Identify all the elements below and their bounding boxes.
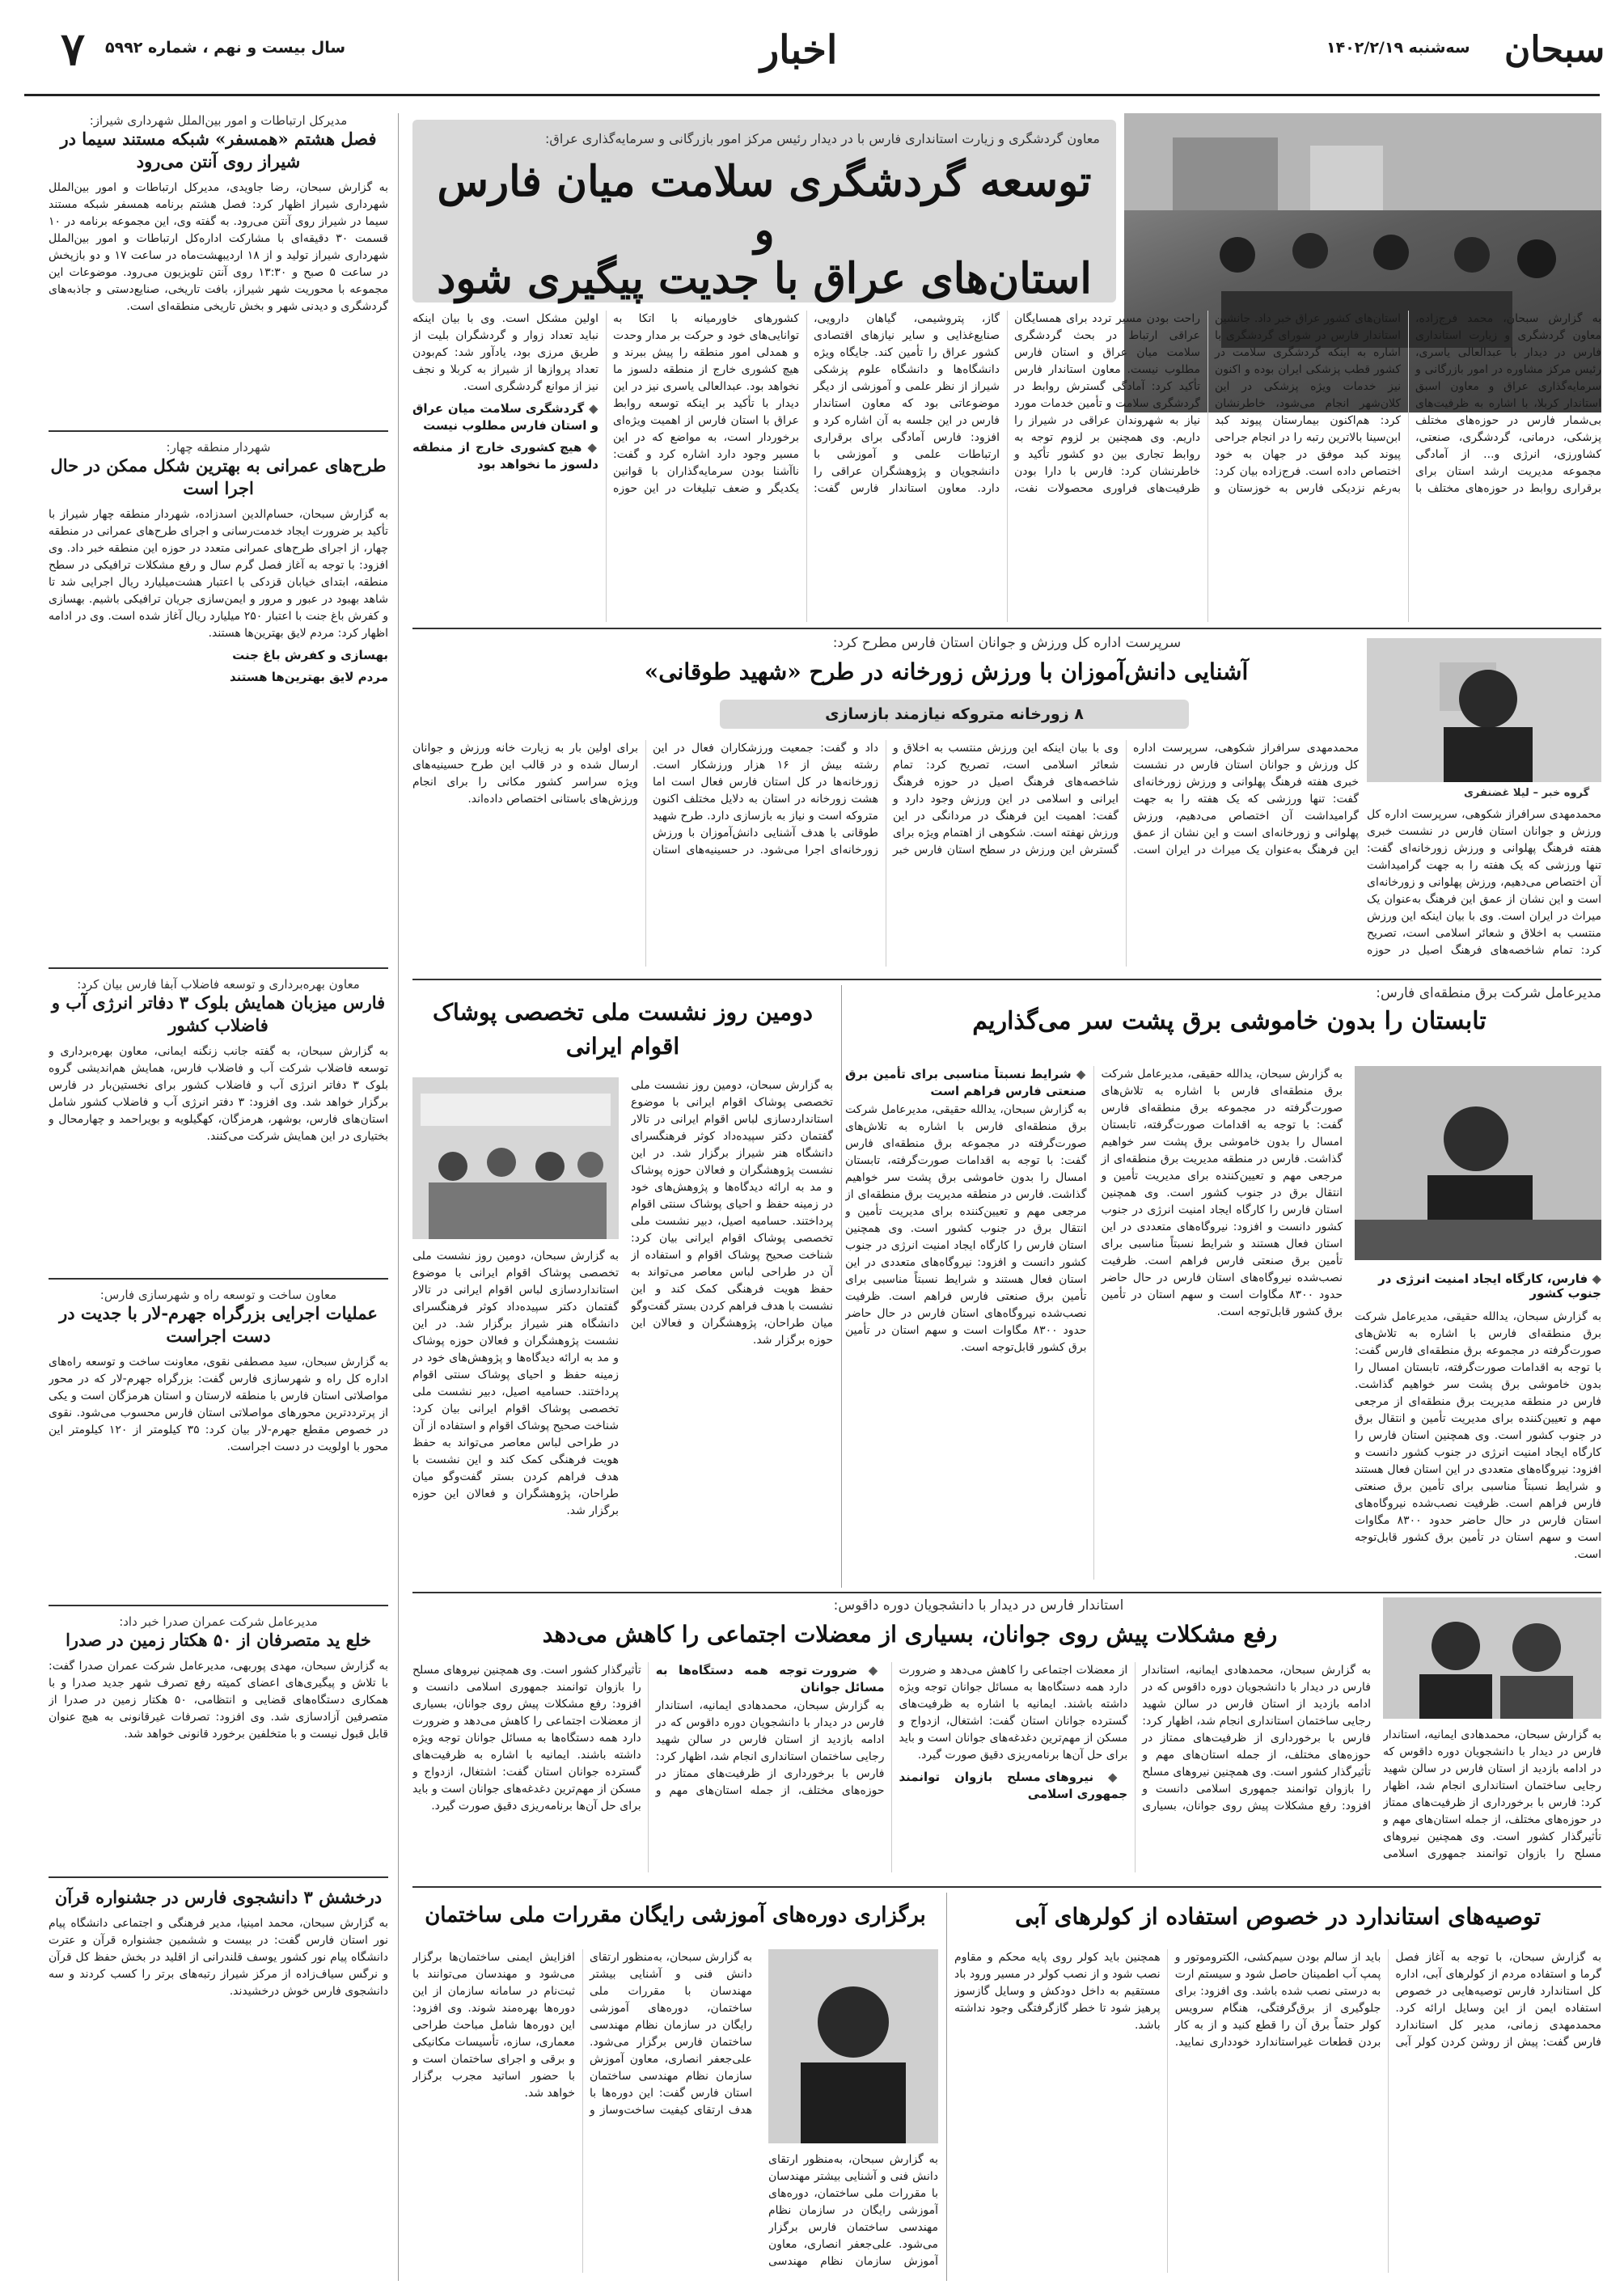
article-body (49, 506, 388, 959)
lead-subhead-text: هیچ کشوری خارج از منطقه دلسوز ما نخواهد بود (412, 440, 598, 472)
sidebar-article-civil (49, 440, 388, 959)
article-title: طرح‌های عمرانی به بهترین شکل ممکن در حال اجرا است (50, 455, 387, 498)
article-body: به گزارش سبحان، با توجه به آغاز فصل گرما و استفاده مردم از کولرهای آبی، اداره کل استاندارد فارس توصیه‌هایی در خصوص استفاده ایمن از این وسایل ارائه کرد. محمدمهدی زمانی، مدیر کل استاندارد فارس گفت: پیش از روشن کردن کولر آبی باید از سالم بودن سیم‌کشی، الکتروموتور و پمپ آب اطمینان حاصل شود و سیستم ارت به درستی نصب شده باشد. وی افزود: برای جلوگیری از برق‌گرفتگی، هنگام سرویس کولر حتماً برق آن را قطع کنید و از به کار بردن قطعات غیراستاندارد خودداری نمایید. همچنین باید کولر روی پایه محکم و مقاوم نصب شود و از نصب کولر در مسیر ورود باد مستقیم به داخل دودکش و وسایل گازسوز پرهیز شود تا خطر گازگرفتگی وجود نداشته باشد. (954, 1951, 1601, 2049)
article-kicker: سرپرست اداره کل ورزش و جوانان استان فارس مطرح کرد: (832, 635, 1182, 651)
lead-headline-box (412, 120, 1116, 302)
article-title: خلع ید متصرفان از ۵۰ هکتار زمین در صدرا (66, 1630, 371, 1650)
section-title: اخبار (760, 27, 838, 73)
article-subhead (1355, 1271, 1601, 1301)
article-paragraph: به گزارش سبحان، حسام‌الدین اسدزاده، شهردار منطقه چهار شیراز با تأکید بر ضرورت ایجاد خدمت‌رسانی و اجرای طرح‌های عمرانی در منطقه چهار، از اجرای طرح‌های عمرانی متعدد در حوزه این منطقه خبر داد. وی افزود: با توجه به آغاز فصل گرم سال و رفع مشکلات ترافیکی در سطح منطقه، ابتدای خیابان قزدکی با اعتبار هشت‌میلیارد ریال اجرایی شد تا شاهد بهبود در عبور و مرور و ایمن‌سازی جریان ترافیکی باشیم. بهسازی و کفرش باغ جنت با اعتبار ۲۵۰ میلیارد ریال آغاز شده است. وی در ادامه اظهار کرد: مردم لایق بهترین‌ها هستند. (49, 508, 388, 640)
article-body: به گزارش سبحان، محمد امینیا، مدیر فرهنگی و اجتماعی دانشگاه پیام نور استان فارس گفت: در بیست و ششمین جشنواره قرآن و عترت دانشگاه پیام نور کشور یوسف قلندرانی از اقلید در بخش حفظ کل قرآن و نرگس سیاف‌زاده از مرکز شیراز رتبه‌های برتر را کسب کردند و سه دانشجوی فارس خوش درخشیدند. (49, 1917, 388, 1998)
diamond-icon: ◆ (1588, 1271, 1601, 1286)
article-body (412, 1662, 1371, 1872)
divider (412, 1592, 1601, 1593)
speaker-photo (1367, 638, 1601, 782)
zurkhaneh-article (412, 635, 1601, 975)
header-date: سه‌شنبه ۱۴۰۲/۲/۱۹ (1326, 39, 1470, 57)
article-title: رفع مشکلات پیش روی جوانان، بسیاری از معضلات اجتماعی را کاهش می‌دهد (542, 1621, 1278, 1648)
divider (946, 1893, 947, 2281)
diamond-icon: ◆ (584, 401, 598, 416)
diamond-icon: ◆ (582, 440, 598, 455)
diamond-icon: ◆ (1093, 1770, 1128, 1784)
sidebar-article-water (49, 977, 388, 1270)
article-kicker: مدیرکل ارتباطات و امور بین‌الملل شهرداری شیراز: (89, 113, 348, 128)
sidebar-article-tv (49, 113, 388, 422)
article-paragraph: به گزارش سبحان، به‌منظور ارتقای دانش فنی و آشنایی بیشتر مهندسان با مقررات ملی ساختمان، دوره‌های آموزشی رایگان در سازمان نظام مهندسی ساختمان فارس برگزار می‌شود. علی‌جعفر انصاری، معاون آموزش سازمان نظام مهندسی (768, 2153, 938, 2268)
article-paragraph: به گزارش سبحان، دومین روز نشست ملی تخصصی پوشاک اقوام ایرانی با موضوع استانداردسازی لباس اقوام ایرانی در تالار گفتمان دکتر سپیده‌داد کوثر فرهنگسرای دانشگاه هنر شیراز برگزار شد. در این نشست پژوهشگران و فعالان حوزه پوشاک و مد به ارائه دیدگاه‌ها و پژوهش‌های خود در زمینه حفظ و احیای پوشاک سنتی اقوام پرداختند. حسامیه اصیل، دبیر نشست ملی تخصصی پوشاک اقوام ایرانی بیان کرد: شناخت صحیح پوشاک اقوام و استفاده از آن در طراحی لباس معاصر می‌تواند به حفظ هویت فرهنگی کمک کند و این نشست با هدف فراهم کردن بستر گفت‌وگو میان طراحان، پژوهشگران و فعالان این حوزه برگزار شد. (412, 1250, 619, 1517)
article-paragraph: به گزارش سبحان، محمدهادی ایمانیه، استاندار فارس در دیدار با دانشجویان دوره داقوس که در ادامه بازدید از استان فارس در سالن شهید رجایی ساختمان استانداری انجام شد، اظهار کرد: فارس با برخورداری از ظرفیت‌های ممتاز در حوزه‌های مختلف، از جمله استان‌های مهم و تأثیرگذار کشور است. وی همچنین نیروهای مسلح را بازوان توانمند جمهوری اسلامی (1383, 1728, 1601, 1860)
article-paragraph: به گزارش سبحان، یدالله حقیقی، مدیرعامل شرکت برق منطقه‌ای فارس با اشاره به تلاش‌های صورت‌گرفته در مجموعه برق منطقه‌ای فارس گفت: با توجه به اقدامات صورت‌گرفته، تابستان امسال را بدون خاموشی برق پشت سر خواهیم گذاشت. فارس در منطقه مدیریت برق منطقه‌ای از مرجعی مهم و تعیین‌کننده برای مدیریت تأمین و انتقال برق در جنوب کشور است. وی همچنین استان فارس را کارگاه ایجاد امنیت انرژی در جنوب کشور دانست و افزود: نیروگاه‌های متعددی در این استان فعال هستند و شرایط نسبتاً مناسبی برای تأمین برق صنعتی فارس فراهم است. ظرفیت نصب‌شده نیروگاه‌های استان فارس در حال حاضر حدود ۸۳۰۰ مگاوات است و سهم استان در تأمین برق کشور قابل‌توجه است. (1101, 1068, 1343, 1318)
diamond-icon: ◆ (857, 1663, 885, 1677)
subhead-text: شرایط نسبتاً مناسبی برای تأمین برق صنعتی فارس فراهم است (845, 1067, 1087, 1098)
article-subhead (656, 1662, 885, 1696)
article-body: به گزارش سبحان، به‌منظور ارتقای دانش فنی و آشنایی بیشتر مهندسان با مقررات ملی ساختمان، دوره‌های آموزشی رایگان در سازمان نظام مهندسی ساختمان فارس برگزار می‌شود. علی‌جعفر انصاری، معاون آموزش سازمان نظام مهندسی ساختمان استان فارس گفت: این دوره‌ها با هدف ارتقای کیفیت ساخت‌وساز و افزایش ایمنی ساختمان‌ها برگزار می‌شود و مهندسان می‌توانند با ثبت‌نام در سامانه سازمان از این دوره‌ها بهره‌مند شوند. وی افزود: این دوره‌ها شامل مباحث طراحی معماری، سازه، تأسیسات مکانیکی و برقی و اجرای ساختمان است و با حضور اساتید مجرب برگزار خواهد شد. (412, 1951, 752, 2117)
youth-article (412, 1597, 1601, 1881)
article-body-right (768, 2151, 938, 2273)
lead-title-line1: توسعه گردشگری سلامت میان فارس و (437, 157, 1092, 255)
brand-logo: سبحان (1504, 29, 1605, 70)
article-subhead: بهسازی و کفرش باغ جنت (232, 648, 388, 662)
article-subhead (899, 1769, 1128, 1803)
subhead-text: نیروهای مسلح بازوان توانمند جمهوری اسلامی (899, 1770, 1128, 1801)
article-title: توصیه‌های استاندارد در خصوص استفاده از کولرهای آبی (1014, 1903, 1542, 1930)
youth-photo (1383, 1597, 1601, 1719)
divider (412, 979, 1601, 980)
speaker-photo-graphic (1367, 638, 1601, 782)
article-title: برگزاری دوره‌های آموزشی رایگان مقررات ملی ساختمان (425, 1903, 926, 1927)
sidebar-article-highway (49, 1288, 388, 1597)
divider (412, 1886, 1601, 1888)
article-paragraph: به گزارش سبحان، یدالله حقیقی، مدیرعامل شرکت برق منطقه‌ای فارس با اشاره به تلاش‌های صورت‌گرفته در مجموعه برق منطقه‌ای فارس گفت: با توجه به اقدامات صورت‌گرفته، تابستان امسال را بدون خاموشی برق پشت سر خواهیم گذاشت. فارس در منطقه مدیریت برق منطقه‌ای از مرجعی مهم و تعیین‌کننده برای مدیریت تأمین و انتقال برق در جنوب کشور است. وی همچنین استان فارس را کارگاه ایجاد امنیت انرژی در جنوب کشور دانست و افزود: نیروگاه‌های متعددی در این استان فعال هستند و شرایط نسبتاً مناسبی برای تأمین برق صنعتی فارس فراهم است. ظرفیت نصب‌شده نیروگاه‌های استان فارس در حال حاضر حدود ۸۳۰۰ مگاوات است و سهم استان در تأمین برق کشور قابل‌توجه است. (845, 1103, 1087, 1354)
article-kicker: استاندار فارس در دیدار با دانشجویان دوره داقوس: (833, 1597, 1124, 1614)
article-paragraph: به گزارش سبحان، محمدهادی ایمانیه، استاندار فارس در دیدار با دانشجویان دوره داقوس که در ادامه بازدید از استان فارس در سالن شهید رجایی ساختمان استانداری انجام شد، اظهار کرد: فارس با برخورداری از ظرفیت‌های ممتاز در حوزه‌های مختلف، از جمله استان‌های مهم و تأثیرگذار کشور است. وی همچنین نیروهای مسلح را بازوان توانمند جمهوری اسلامی دانست و افزود: رفع مشکلات پیش روی جوانان، بسیاری از معضلات اجتماعی را کاهش می‌دهد و ضرورت دارد همه دستگاه‌ها به مسائل جوانان توجه ویژه داشته باشند. ایمانیه با اشاره به ظرفیت‌های گسترده جوانان استان گفت: اشتغال، ازدواج و مسکن از مهم‌ترین دغدغه‌های جوانان است و باید برای حل آن‌ها برنامه‌ریزی دقیق صورت گیرد. (899, 1664, 1371, 1813)
sidebar (49, 113, 388, 2281)
lead-body (412, 311, 1601, 622)
article-paragraph: محمدمهدی سرافراز شکوهی، سرپرست اداره کل ورزش و جوانان استان فارس در نشست خبری هفته فرهنگ پهلوانی و ورزش زورخانه‌ای گفت: تنها ورزشی که یک هفته را به جهت گرامیداشت آن اختصاص می‌دهیم، ورزش پهلوانی و زورخانه‌ای است و این نشان از عمق این فرهنگ به‌عنوان یک میراث در ایران است. وی با بیان اینکه این ورزش منتسب به اخلاق و شعائر اسلامی است، تصریح کرد: تمام شاخصه‌های فرهنگ اصیل در حوزه (1367, 808, 1601, 957)
article-title: فصل هشتم «همسفر» شبکه مستند سیما در شیراز روی آنتن می‌رود (60, 129, 377, 171)
clothing-photo (412, 1077, 619, 1239)
divider (412, 628, 1601, 629)
article-body: به گزارش سبحان، سید مصطفی نقوی، معاونت ساخت و توسعه راه‌های اداره کل راه و شهرسازی فارس گفت: بزرگراه جهرم-لار که در محور مواصلاتی استان فارس با منطقه لارستان و استان هرمزگان است و یکی از پرتردد‌ترین محورهای مواصلاتی استان فارس محسوب می‌شود. نقوی در خصوص مقطع جهرم-لار بیان کرد: ۳۵ کیلومتر از ۱۲۰ کیلومتر این محور با اولویت در دست اجراست. (49, 1356, 388, 1453)
clothing-photo-graphic (412, 1077, 619, 1239)
article-subhead: مردم لایق بهترین‌ها هستند (229, 670, 388, 684)
article-title: درخشش ۳ دانشجوی فارس در جشنواره قرآن (54, 1887, 383, 1907)
article-paragraph: به گزارش سبحان، دومین روز نشست ملی تخصصی پوشاک اقوام ایرانی با موضوع استانداردسازی لباس اقوام ایرانی در تالار گفتمان دکتر سپیده‌داد کوثر فرهنگسرای دانشگاه هنر شیراز برگزار شد. در این نشست پژوهشگران و فعالان حوزه پوشاک و مد به ارائه دیدگاه‌ها و پژوهش‌های خود در زمینه حفظ و احیای پوشاک سنتی اقوام پرداختند. حسامیه اصیل، دبیر نشست ملی تخصصی پوشاک اقوام ایرانی بیان کرد: شناخت صحیح پوشاک اقوام و استفاده از آن در طراحی لباس معاصر می‌تواند به حفظ هویت فرهنگی کمک کند و این نشست با هدف فراهم کردن بستر گفت‌وگو میان طراحان، پژوهشگران و فعالان این حوزه برگزار شد. (631, 1079, 833, 1347)
official-photo (768, 1949, 938, 2143)
issue-number: سال بیست و نهم ، شماره ۵۹۹۲ (105, 39, 346, 57)
article-body-right (1383, 1727, 1601, 1872)
lead-paragraph: به گزارش سبحان، محمد فرج‌زاده، معاون گردشگری و زیارت استانداری فارس در دیدار با عبدالعالی یاسری، رئیس مرکز مشاوره در امور بازرگانی و سرمایه‌گذاری عراق و معاون اسبق استاندار کربلا، با اشاره به ظرفیت‌های بی‌شمار فارس در حوزه‌های مختلف پزشکی، درمانی، گردشگری، صنعتی، کشاورزی، انرژی و... از آمادگی مجموعه مدیریت ارشد استان برای برقراری روابط در حوزه‌های مختلف با استان‌های کشور عراق خبر داد. جانشین استاندار فارس در شورای گردشگری با اشاره به اینکه گردشگری سلامت در کشور قطب پزشکی ایران بوده و اکنون نیز خدمات ویژه پزشکی در این کلان‌شهر انجام می‌شود، خاطرنشان کرد: هم‌اکنون بیمارستان پیوند کبد ابن‌سینا بالاترین رتبه را در انجام جراحی پیوند کبد موفق در جهان به خود اختصاص داده است. فرج‌زاده بیان کرد: به‌رغم نزدیکی فارس به خوزستان و راحت بودن مسیر تردد برای همسایگان عراقی ارتباط در بحث گردشگری سلامت میان عراق و استان فارس مطلوب نیست. معاون استاندار فارس تأکید کرد: آمادگی گسترش روابط در گردشگری سلامت و تأمین خدمات مورد نیاز به شهروندان عراقی در شیراز را داریم. وی همچنین بر لزوم توجه به روابط تجاری بین دو کشور تأکید و خاطرنشان کرد: فارس با دارا بودن ظرفیت‌های فراوری محصولات نفت، گاز، پتروشیمی، گیاهان دارویی، صنایع‌غذایی و سایر نیازهای اقتصادی کشور عراق را تأمین کند. جایگاه ویژه دانشگاه‌ها و دانشگاه علوم پزشکی شیراز از نظر علمی و آموزشی از دیگر موضوعاتی بود که معاون استاندار فارس در این جلسه به آن اشاره کرد و افزود: فارس آمادگی برای برقراری ارتباطات علمی و آموزشی با دانشجویان و پژوهشگران عراقی را دارد. معاون استاندار فارس گفت: کشورهای خاورمیانه با اتکا به توانایی‌های خود و حرکت بر مدار وحدت و همدلی امور منطقه را پیش ببرند و هیچ کشوری خارج از منطقه دلسوز ما نخواهد بود. عبدالعالی یاسری نیز در این دیدار با تأکید بر اینکه توسعه روابط عراق با استان فارس از اهمیت ویژه‌ای برخوردار است، به مواضع که در این مسیر وجود دارد اشاره کرد و گفت: ناآشنا بودن سرمایه‌گذاران با قوانین یکدیگر و ضعف تبلیغات در این حوزه اولین مشکل است. وی با بیان اینکه نباید تعداد زوار و گردشگران بلیت از طریق مرزی بود، یادآور شد: کم‌بودن تعداد پروازها از شیراز به کربلا و نجف نیز از موانع گردشگری است. (412, 312, 1601, 495)
lead-subhead-1 (412, 400, 598, 434)
power-photo-graphic (1355, 1066, 1601, 1260)
subhead-text: فارس، کارگاه ایجاد امنیت انرژی در جنوب کشور (1378, 1271, 1601, 1301)
lead-subhead-2 (412, 439, 598, 473)
article-body-right (1367, 806, 1601, 968)
sidebar-article-quran (49, 1886, 388, 2029)
lead-kicker: معاون گردشگری و زیارت استانداری فارس با در دیدار رئیس مرکز امور بازرگانی و سرمایه‌گذاری عراق: (545, 131, 1100, 146)
article-paragraph: به گزارش سبحان، محمدهادی ایمانیه، استاندار فارس در دیدار با دانشجویان دوره داقوس که در ادامه بازدید از استان فارس در سالن شهید رجایی ساختمان استانداری انجام شد، اظهار کرد: فارس با برخورداری از ظرفیت‌های ممتاز در حوزه‌های مختلف، از جمله استان‌های مهم و تأثیرگذار کشور است. وی همچنین نیروهای مسلح را بازوان توانمند جمهوری اسلامی دانست و افزود: رفع مشکلات پیش روی جوانان، بسیاری از معضلات اجتماعی را کاهش می‌دهد و ضرورت دارد همه دستگاه‌ها به مسائل جوانان توجه ویژه داشته باشند. ایمانیه با اشاره به ظرفیت‌های گسترده جوانان استان گفت: اشتغال، ازدواج و مسکن از مهم‌ترین دغدغه‌های جوانان است و باید برای حل آن‌ها برنامه‌ریزی دقیق صورت گیرد. (412, 1664, 885, 1813)
cooler-article (954, 1893, 1601, 2281)
clothing-article (412, 985, 833, 1588)
article-body-right (631, 1077, 833, 1579)
article-kicker: معاون ساخت و توسعه راه و شهرسازی فارس: (99, 1288, 337, 1302)
sidebar-divider (398, 113, 399, 2281)
official-photo-graphic (768, 1949, 938, 2143)
article-paragraph: به گزارش سبحان، یدالله حقیقی، مدیرعامل شرکت برق منطقه‌ای فارس با اشاره به تلاش‌های صورت‌گرفته در مجموعه برق منطقه‌ای فارس گفت: با توجه به اقدامات صورت‌گرفته، تابستان امسال را بدون خاموشی برق پشت سر خواهیم گذاشت. فارس در منطقه مدیریت برق منطقه‌ای از مرجعی مهم و تعیین‌کننده برای مدیریت تأمین و انتقال برق در جنوب کشور است. وی همچنین استان فارس را کارگاه ایجاد امنیت انرژی در جنوب کشور دانست و افزود: نیروگاه‌های متعددی در این استان فعال هستند و شرایط نسبتاً مناسبی برای تأمین برق صنعتی فارس فراهم است. ظرفیت نصب‌شده نیروگاه‌های استان فارس در حال حاضر حدود ۸۳۰۰ مگاوات است و سهم استان در تأمین برق کشور قابل‌توجه است. (1355, 1310, 1601, 1561)
lead-title-line2: استان‌های عراق با جدیت پیگیری شود (437, 253, 1092, 303)
article-body-main (845, 1066, 1343, 1580)
article-title: آشنایی دانش‌آموزان با ورزش زورخانه در طرح «شهید طوقانی» (644, 658, 1249, 685)
article-title-line1: دومین روز نشست ملی تخصصی پوشاک (433, 999, 813, 1026)
photo-caption: گروه خبر – لیلا غضنفری (1464, 787, 1590, 799)
sidebar-article-land (49, 1614, 388, 1868)
power-photo (1355, 1066, 1601, 1260)
divider (49, 967, 388, 969)
article-title: فارس میزبان همایش بلوک ۳ دفاتر انرژی آب و فاضلاب کشور (51, 992, 386, 1035)
training-article (412, 1893, 938, 2281)
youth-photo-graphic (1383, 1597, 1601, 1719)
divider (49, 430, 388, 432)
lead-subhead-text: گردشگری سلامت میان عراق و استان فارس مطلوب نیست (412, 401, 598, 433)
article-body: به گزارش سبحان، به گفته جانب زنگنه ایمانی، معاون بهره‌برداری و توسعه فاضلاب شرکت آب و فاضلاب فارس، همایش هم‌اندیشی گروه بلوک ۳ دفاتر انرژی آب و فاضلاب کشور برای نخستین‌بار در فارس برگزار خواهد شد. وی افزود: ۳ دفتر انرژی آب و فاضلاب کشور شامل استان‌های فارس، بوشهر، هرمزگان، کهگیلویه و بویراحمد و چهارمحال و بختیاری در این همایش شرکت می‌کنند. (49, 1045, 388, 1143)
subhead-text: ضرورت توجه همه دستگاه‌ها به مسائل جوانان (655, 1663, 885, 1694)
article-body: محمدمهدی سرافراز شکوهی، سرپرست اداره کل ورزش و جوانان استان فارس در نشست خبری هفته فرهنگ پهلوانی و ورزش زورخانه‌ای گفت: تنها ورزشی که یک هفته را به جهت گرامیداشت آن اختصاص می‌دهیم، ورزش پهلوانی و زورخانه‌ای است و این نشان از عمق این فرهنگ به‌عنوان یک میراث در ایران است. وی با بیان اینکه این ورزش منتسب به اخلاق و شعائر اسلامی است، تصریح کرد: تمام شاخصه‌های فرهنگ اصیل در حوزه فرهنگ ایرانی و اسلامی در این ورزش وجود دارد و گفت: اهمیت این فرهنگ در مردانگی در این ورزش نهفته است. شکوهی از اهتمام ویژه برای گسترش این ورزش در سطح استان فارس خبر داد و گفت: جمعیت ورزشکاران فعال در این رشته بیش از ۱۶ هزار ورزشکار است. زورخانه‌ها در کل استان فارس فعال است اما هشت زورخانه در استان به دلایل مختلف اکنون متروکه است و نیاز به بازسازی دارد. طرح شهید طوقانی با هدف آشنایی دانش‌آموزان با ورزش زورخانه‌ای اجرا می‌شود. در حسینیه‌های استان برای اولین بار به زیارت خانه ورزش و جوانان ارسال شده و در قالب این طرح حسینیه‌های ویژه سراسر کشور مکانی را برای انجام ورزش‌های باستانی اختصاص داده‌اند. (412, 742, 1359, 857)
article-kicker: شهردار منطقه چهار: (166, 440, 271, 455)
page-number: ۷ (61, 23, 86, 76)
article-title: تابستان را بدون خاموشی برق پشت سر می‌گذاریم (972, 1007, 1487, 1035)
page-header (0, 0, 1624, 101)
article-banner (720, 700, 1189, 729)
article-title: عملیات اجرایی بزرگراه جهرم-لار با جدیت در دست اجراست (59, 1303, 378, 1346)
article-kicker: مدیرعامل شرکت عمران صدرا خبر داد: (119, 1614, 318, 1629)
article-kicker: مدیرعامل شرکت برق منطقه‌ای فارس: (1376, 985, 1601, 1001)
article-body: به گزارش سبحان، رضا جاویدی، مدیرکل ارتباطات و امور بین‌الملل شهرداری شیراز اظهار کرد: فصل هشتم برنامه همسفر شبکه مستند سیما در شیراز روی آنتن می‌رود. به گفته وی، این مجموعه برنامه در ۱۰ قسمت ۳۰ دقیقه‌ای با مشارکت اداره‌کل ارتباطات و امور بین‌الملل شهرداری شیراز تولید و از ۱۸ اردیبهشت‌ماه در ساعت ۱۷ و دو بازپخش در ساعت ۵ صبح و ۱۳:۳۰ روی آنتن تلویزیون می‌رود. موضوعات این مجموعه با محوریت شهر شیراز، بافت تاریخی، صنایع‌دستی و جاذبه‌های گردشگری و دیدنی شهر و بخش تاریخی منطقه‌ای است. (49, 181, 388, 313)
divider (49, 1278, 388, 1280)
article-body: به گزارش سبحان، مهدی پوربهی، مدیرعامل شرکت عمران صدرا گفت: با تلاش و پیگیری‌های اعضای کمیته رفع تصرف شهر جدید صدرا و با همکاری دستگاه‌های قضایی و انتظامی، ۵۰ هکتار زمین در صدرا از متصرفین آزادسازی شد. وی افزود: تصرفات غیرقانونی به هیچ عنوان قابل قبول نیست و با متخلفین برخورد قانونی خواهد شد. (49, 1660, 388, 1741)
divider (49, 1876, 388, 1878)
article-body (1355, 1309, 1601, 1580)
divider (841, 985, 842, 1588)
article-title-line2: اقوام ایرانی (565, 1033, 680, 1060)
article-subhead (845, 1066, 1087, 1100)
header-rule (24, 94, 1600, 96)
article-body-left (412, 1248, 619, 1580)
banner-text: ۸ زورخانه متروکه نیازمند بازسازی (825, 705, 1084, 723)
divider (49, 1605, 388, 1606)
power-article (845, 985, 1601, 1588)
article-kicker: معاون بهره‌برداری و توسعه فاضلاب آبفا فارس بیان کرد: (77, 977, 360, 992)
diamond-icon: ◆ (1071, 1067, 1087, 1081)
